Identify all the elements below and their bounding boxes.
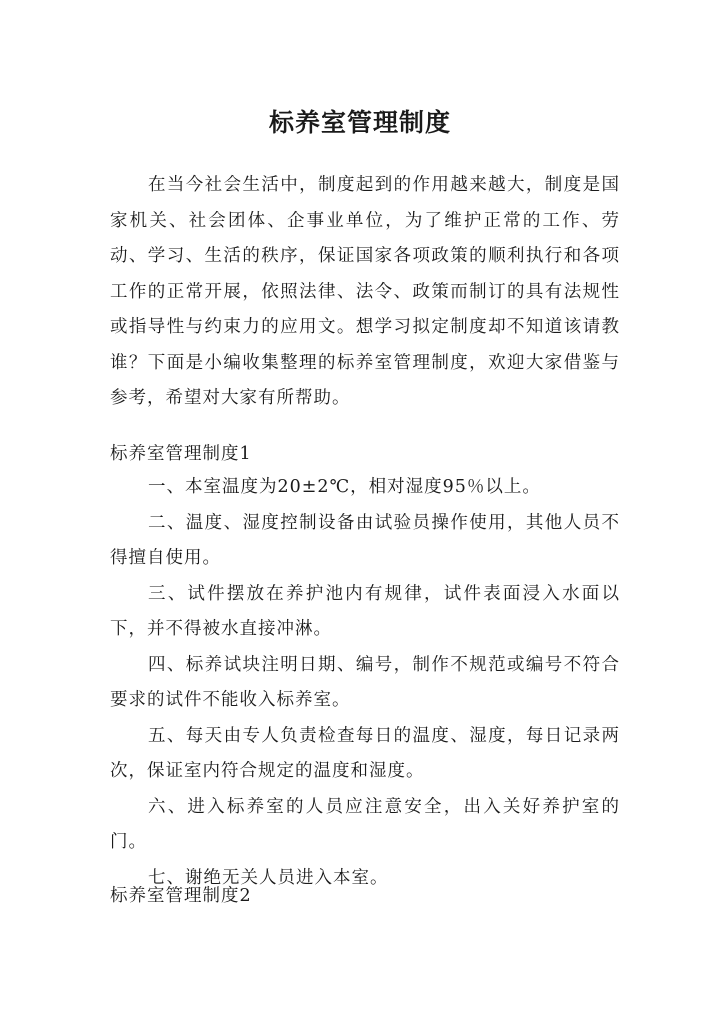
rule-item: 二、温度、湿度控制设备由试验员操作使用，其他人员不得擅自使用。 bbox=[110, 512, 620, 568]
rule-item: 一、本室温度为20±2℃，相对湿度95％以上。 bbox=[148, 477, 541, 497]
section-heading-1: 标养室管理制度1 bbox=[110, 444, 252, 464]
page-title: 标养室管理制度 bbox=[268, 107, 451, 137]
rule-item: 七、谢绝无关人员进入本室。 bbox=[148, 867, 389, 888]
rule-item: 四、标养试块注明日期、编号，制作不规范或编号不符合要求的试件不能收入标养室。 bbox=[110, 654, 620, 710]
rule-item: 五、每天由专人负责检查每日的温度、湿度，每日记录两次，保证室内符合规定的温度和湿度。 bbox=[110, 725, 620, 781]
rules-list bbox=[110, 470, 620, 896]
intro-paragraph: 在当今社会生活中，制度起到的作用越来越大，制度是国家机关、社会团体、企事业单位，为了维护正常的工作、劳动、学习、生活的秩序，保证国家各项政策的顺利执行和各项工作的正常开展，依照法律、法令、政策而制订的具有法规性或指导性与约束力的应用文。想学习拟定制度却不知道该请教谁？下面是小编收集整理的标养室管理制度，欢迎大家借鉴与参考，希望对大家有所帮助。 bbox=[110, 175, 620, 408]
rule-item: 三、试件摆放在养护池内有规律，试件表面浸入水面以下，并不得被水直接冲淋。 bbox=[110, 583, 620, 639]
rule-item: 六、进入标养室的人员应注意安全，出入关好养护室的门。 bbox=[110, 796, 620, 852]
section-heading-2: 标养室管理制度2 bbox=[110, 886, 252, 906]
